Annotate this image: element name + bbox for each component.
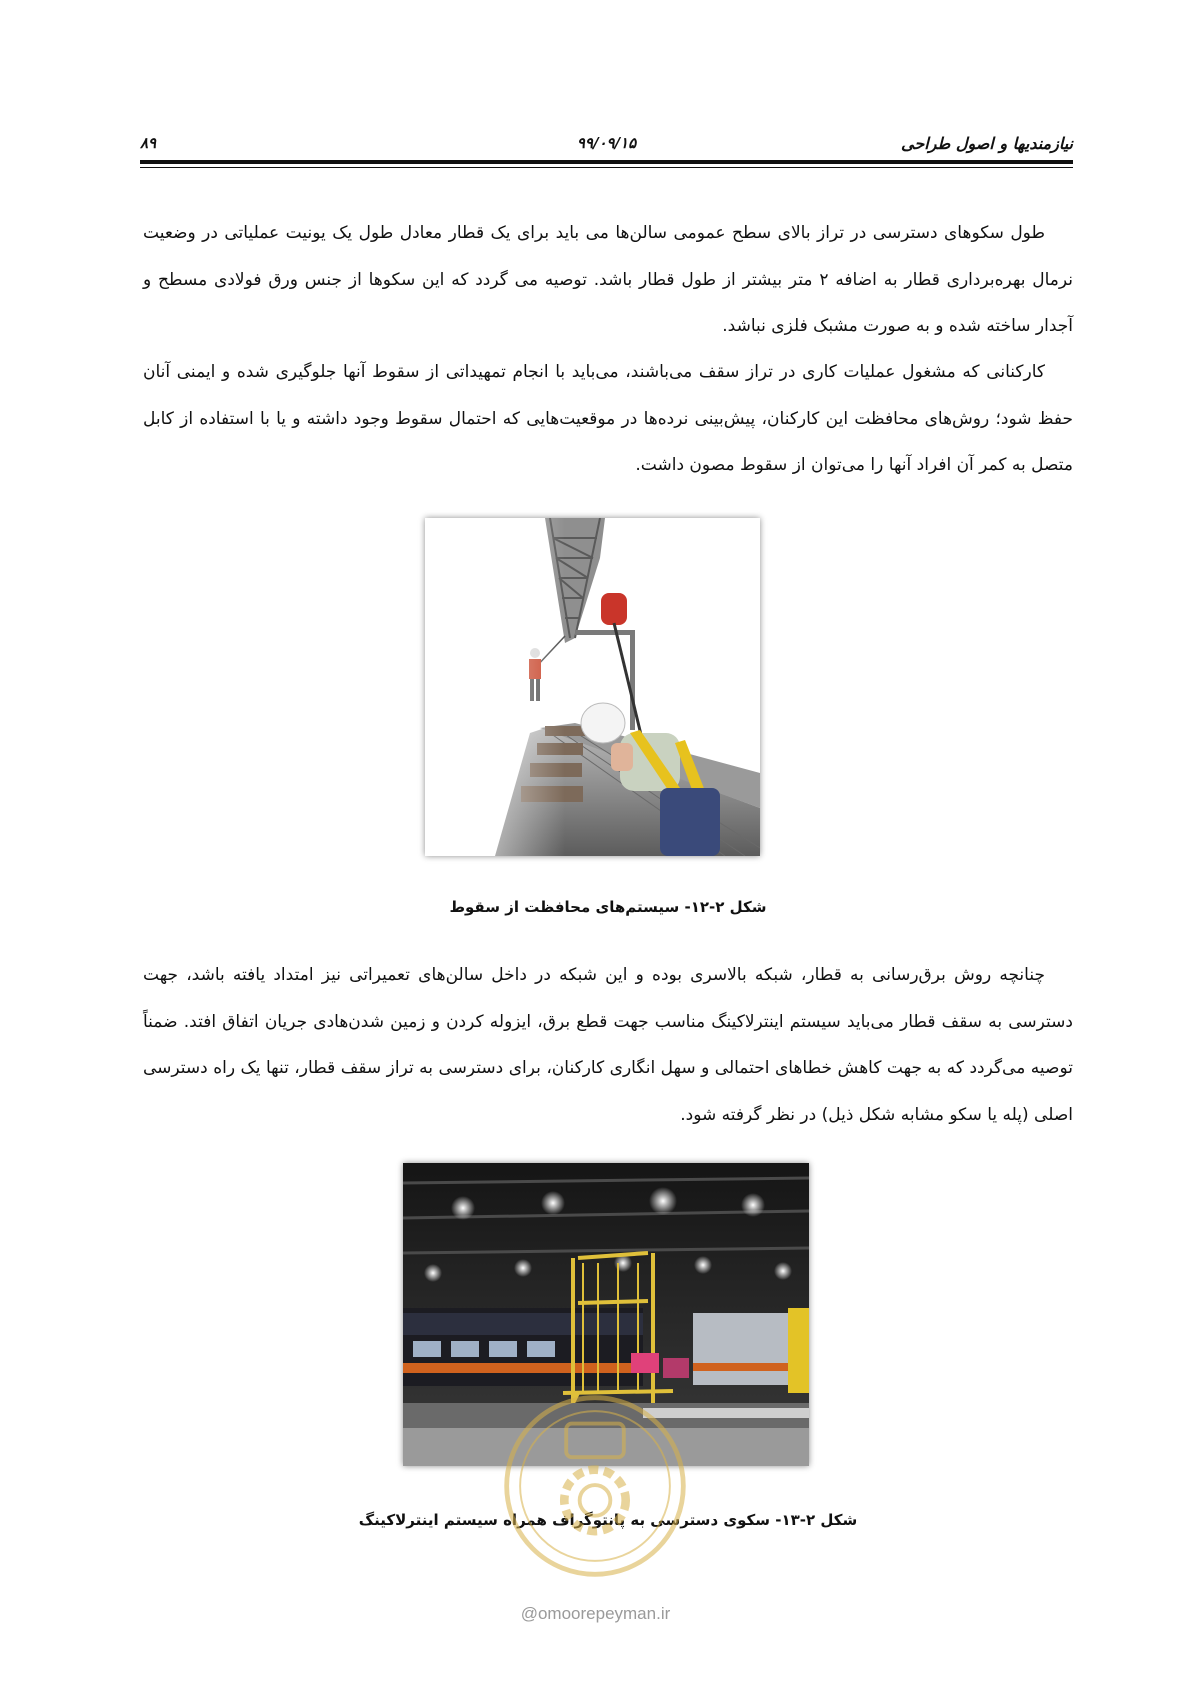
header-rule-thin (140, 167, 1073, 168)
header-title: نیازمندیها و اصول طراحی (901, 134, 1073, 153)
paragraph-fall-protection: کارکنانی که مشغول عملیات کاری در تراز سقف می‌باشند، می‌باید با انجام تمهیداتی از سقوط آنها جلوگیری شده و ایمنی آنان حفظ شود؛ روش‌های محافظت این کارکنان، پیش‌بینی نرده‌ها در موقعیت‌هایی که احتمال سقوط وجود داشته و یا با استفاده از کابل متصل به کمر آن افراد آنها را می‌توان از سقوط مصون داشت. (143, 362, 1073, 475)
watermark-seal-logo (499, 1390, 691, 1582)
watermark-text: @omoorepeyman.ir (520, 1604, 671, 1623)
header-date: ۹۹/۰۹/۱۵ (576, 134, 637, 152)
page-header (140, 120, 1073, 154)
page-number: ۸۹ (140, 134, 157, 152)
paragraph-interlocking: چنانچه روش برق‌رسانی به قطار، شبکه بالاسری بوده و این شبکه در داخل سالن‌های تعمیراتی نیز امتداد یافته باشد، جهت دسترسی به سقف قطار می‌باید سیستم اینترلاکینگ مناسب جهت قطع برق، ایزوله کردن و زمین شدن‌هادی جریان اتفاق افتد. ضمناً توصیه می‌گردد که به جهت کاهش خطاهای احتمالی و سهل انگاری کارکنان، برای دسترسی به تراز سقف قطار، تنها یک راه دسترسی اصلی (پله یا سکو مشابه شکل ذیل) در نظر گرفته شود. (143, 965, 1073, 1125)
figure-fall-protection-image (425, 518, 760, 856)
paragraph-platform-length: طول سکوهای دسترسی در تراز بالای سطح عمومی سالن‌ها می باید برای یک قطار معادل طول یک یونیت عملیاتی در وضعیت نرمال بهره‌برداری قطار به اضافه ۲ متر بیشتر از طول قطار باشد. توصیه می گردد که این سکوها از جنس ورق فولادی مسطح و آجدار ساخته شده و به صورت مشبک فلزی نباشد. (143, 223, 1073, 336)
figure-caption-fall-protection: شکل ۲-۱۲- سیستم‌های محافظت از سقوط (449, 898, 767, 916)
header-rule-thick (140, 160, 1073, 164)
figure-caption-access-platform: شکل ۲-۱۳- سکوی دسترسی به پانتوگراف همراه سیستم اینترلاکینگ (358, 1511, 858, 1529)
